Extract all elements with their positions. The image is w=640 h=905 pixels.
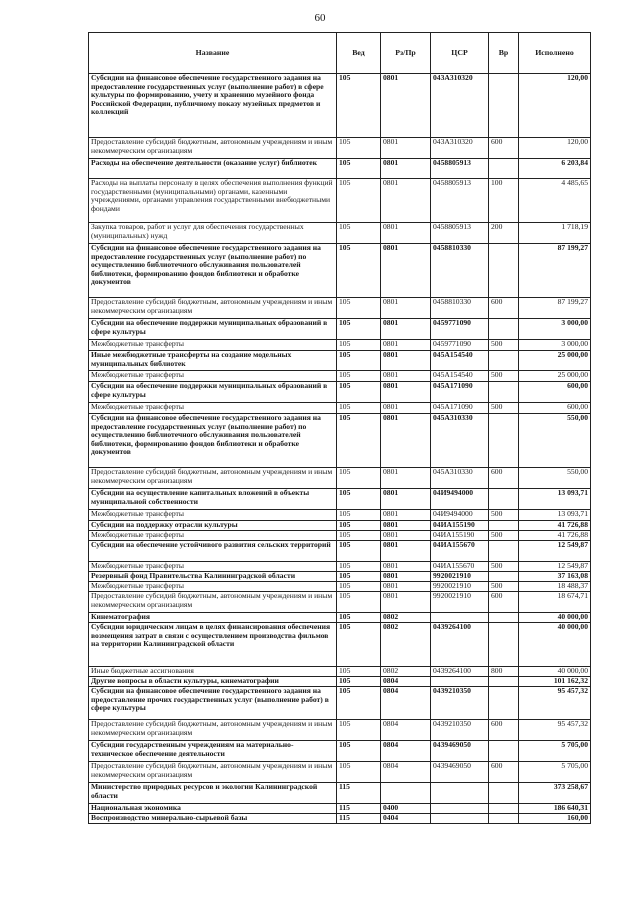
cell-executed: 87 199,27 bbox=[519, 298, 591, 319]
column-header-rz-pr: Рз/Пр bbox=[381, 33, 431, 74]
cell-ved: 105 bbox=[337, 582, 381, 592]
cell-executed: 95 457,32 bbox=[519, 720, 591, 741]
cell-csr: 04И9494000 bbox=[431, 489, 489, 510]
cell-rz-pr: 0801 bbox=[381, 244, 431, 298]
cell-name: Другие вопросы в области культуры, кинематографии bbox=[89, 677, 337, 687]
cell-rz-pr: 0400 bbox=[381, 804, 431, 814]
table-row bbox=[89, 382, 591, 403]
cell-rz-pr: 0801 bbox=[381, 582, 431, 592]
cell-executed: 4 485,65 bbox=[519, 179, 591, 223]
page-number: 60 bbox=[314, 12, 326, 24]
table-header-row bbox=[89, 33, 591, 74]
cell-csr: 04ИА155190 bbox=[431, 531, 489, 541]
cell-rz-pr: 0801 bbox=[381, 138, 431, 159]
cell-csr: 0439469050 bbox=[431, 741, 489, 762]
cell-ved: 105 bbox=[337, 382, 381, 403]
table-row bbox=[89, 510, 591, 521]
cell-name: Расходы на обеспечение деятельности (оказание услуг) библиотек bbox=[89, 159, 337, 179]
cell-rz-pr bbox=[381, 783, 431, 804]
cell-csr: 045А154540 bbox=[431, 351, 489, 371]
cell-vr bbox=[489, 319, 519, 340]
table-row bbox=[89, 814, 591, 824]
cell-name: Предоставление субсидий бюджетным, автономным учреждениям и иным некоммерческим организациям bbox=[89, 298, 337, 319]
table-row bbox=[89, 592, 591, 613]
cell-name: Субсидии на осуществление капитальных вложений в объекты муниципальной собственности bbox=[89, 489, 337, 510]
cell-ved: 115 bbox=[337, 783, 381, 804]
cell-executed: 41 726,88 bbox=[519, 531, 591, 541]
cell-vr: 500 bbox=[489, 340, 519, 351]
cell-rz-pr: 0801 bbox=[381, 298, 431, 319]
cell-vr bbox=[489, 677, 519, 687]
cell-executed: 120,00 bbox=[519, 138, 591, 159]
table-row bbox=[89, 319, 591, 340]
cell-executed: 600,00 bbox=[519, 382, 591, 403]
cell-vr bbox=[489, 687, 519, 720]
cell-name: Предоставление субсидий бюджетным, автономным учреждениям и иным некоммерческим организациям bbox=[89, 468, 337, 489]
cell-executed: 18 674,71 bbox=[519, 592, 591, 613]
cell-csr: 9920021910 bbox=[431, 592, 489, 613]
table-row bbox=[89, 298, 591, 319]
cell-csr: 0439264100 bbox=[431, 623, 489, 667]
cell-csr: 0459771090 bbox=[431, 319, 489, 340]
table-row bbox=[89, 667, 591, 677]
cell-name: Субсидии на обеспечение поддержки муниципальных образований в сфере культуры bbox=[89, 382, 337, 403]
cell-executed: 3 000,00 bbox=[519, 340, 591, 351]
cell-ved: 105 bbox=[337, 623, 381, 667]
cell-executed: 373 258,67 bbox=[519, 783, 591, 804]
cell-name: Межбюджетные трансферты bbox=[89, 531, 337, 541]
cell-rz-pr: 0801 bbox=[381, 382, 431, 403]
cell-executed: 40 000,00 bbox=[519, 623, 591, 667]
cell-vr bbox=[489, 414, 519, 468]
cell-vr bbox=[489, 741, 519, 762]
column-header-csr: ЦСР bbox=[431, 33, 489, 74]
cell-executed: 6 203,84 bbox=[519, 159, 591, 179]
table-row bbox=[89, 623, 591, 667]
cell-name: Межбюджетные трансферты bbox=[89, 340, 337, 351]
cell-vr bbox=[489, 572, 519, 582]
cell-name: Воспроизводство минерально-сырьевой базы bbox=[89, 814, 337, 824]
cell-csr: 045А154540 bbox=[431, 371, 489, 382]
cell-csr: 043А310320 bbox=[431, 138, 489, 159]
cell-vr: 500 bbox=[489, 531, 519, 541]
table-row bbox=[89, 720, 591, 741]
cell-name: Национальная экономика bbox=[89, 804, 337, 814]
cell-rz-pr: 0801 bbox=[381, 371, 431, 382]
cell-rz-pr: 0801 bbox=[381, 179, 431, 223]
cell-name: Межбюджетные трансферты bbox=[89, 562, 337, 572]
cell-executed: 41 726,88 bbox=[519, 521, 591, 531]
cell-csr: 0458805913 bbox=[431, 223, 489, 244]
cell-csr: 043А310320 bbox=[431, 74, 489, 138]
cell-rz-pr: 0802 bbox=[381, 667, 431, 677]
cell-name: Субсидии на обеспечение устойчивого развития сельских территорий bbox=[89, 541, 337, 562]
table-row bbox=[89, 613, 591, 623]
cell-rz-pr: 0801 bbox=[381, 468, 431, 489]
cell-csr bbox=[431, 783, 489, 804]
cell-rz-pr: 0804 bbox=[381, 687, 431, 720]
cell-ved: 105 bbox=[337, 613, 381, 623]
cell-name: Министерство природных ресурсов и экологии Калининградской области bbox=[89, 783, 337, 804]
cell-vr: 200 bbox=[489, 223, 519, 244]
cell-ved: 105 bbox=[337, 244, 381, 298]
table-row bbox=[89, 804, 591, 814]
cell-rz-pr: 0804 bbox=[381, 741, 431, 762]
cell-rz-pr: 0801 bbox=[381, 351, 431, 371]
cell-csr: 0439469050 bbox=[431, 762, 489, 783]
cell-ved: 105 bbox=[337, 414, 381, 468]
table-row bbox=[89, 74, 591, 138]
cell-ved: 105 bbox=[337, 572, 381, 582]
cell-name: Закупка товаров, работ и услуг для обеспечения государственных (муниципальных) нужд bbox=[89, 223, 337, 244]
table-row bbox=[89, 762, 591, 783]
cell-csr: 9920021910 bbox=[431, 582, 489, 592]
table-row bbox=[89, 572, 591, 582]
cell-ved: 105 bbox=[337, 521, 381, 531]
cell-executed: 40 000,00 bbox=[519, 667, 591, 677]
cell-name: Иные бюджетные ассигнования bbox=[89, 667, 337, 677]
cell-csr: 0439210350 bbox=[431, 720, 489, 741]
table-row bbox=[89, 741, 591, 762]
cell-vr bbox=[489, 244, 519, 298]
cell-executed: 550,00 bbox=[519, 468, 591, 489]
cell-rz-pr: 0801 bbox=[381, 541, 431, 562]
cell-vr bbox=[489, 783, 519, 804]
cell-csr: 0439264100 bbox=[431, 667, 489, 677]
cell-csr bbox=[431, 613, 489, 623]
cell-ved: 105 bbox=[337, 720, 381, 741]
cell-executed: 101 162,32 bbox=[519, 677, 591, 687]
cell-vr bbox=[489, 159, 519, 179]
cell-name: Субсидии на обеспечение поддержки муниципальных образований в сфере культуры bbox=[89, 319, 337, 340]
cell-ved: 115 bbox=[337, 814, 381, 824]
cell-executed: 13 093,71 bbox=[519, 489, 591, 510]
cell-vr bbox=[489, 521, 519, 531]
cell-name: Кинематография bbox=[89, 613, 337, 623]
table-row bbox=[89, 582, 591, 592]
cell-ved: 105 bbox=[337, 403, 381, 414]
cell-ved: 105 bbox=[337, 677, 381, 687]
cell-executed: 186 640,31 bbox=[519, 804, 591, 814]
cell-executed: 12 549,87 bbox=[519, 562, 591, 572]
cell-csr: 0459771090 bbox=[431, 340, 489, 351]
cell-ved: 105 bbox=[337, 489, 381, 510]
cell-rz-pr: 0804 bbox=[381, 677, 431, 687]
cell-executed: 160,00 bbox=[519, 814, 591, 824]
table-row bbox=[89, 159, 591, 179]
cell-rz-pr: 0801 bbox=[381, 414, 431, 468]
cell-rz-pr: 0802 bbox=[381, 613, 431, 623]
cell-executed: 18 488,37 bbox=[519, 582, 591, 592]
cell-name: Расходы на выплаты персоналу в целях обеспечения выполнения функций государственными (муниципальными) органами, казенными учреждениями, органами управления государственными внебюджетными фондами bbox=[89, 179, 337, 223]
cell-vr: 500 bbox=[489, 510, 519, 521]
cell-vr: 100 bbox=[489, 179, 519, 223]
table-row bbox=[89, 340, 591, 351]
cell-ved: 105 bbox=[337, 223, 381, 244]
cell-name: Межбюджетные трансферты bbox=[89, 371, 337, 382]
cell-csr: 045А310330 bbox=[431, 468, 489, 489]
column-header-name: Название bbox=[89, 33, 337, 74]
table-row bbox=[89, 179, 591, 223]
cell-rz-pr: 0804 bbox=[381, 762, 431, 783]
cell-vr bbox=[489, 804, 519, 814]
table-row bbox=[89, 541, 591, 562]
cell-rz-pr: 0801 bbox=[381, 572, 431, 582]
cell-csr: 045А171090 bbox=[431, 382, 489, 403]
cell-vr: 600 bbox=[489, 138, 519, 159]
cell-vr bbox=[489, 814, 519, 824]
table-row bbox=[89, 531, 591, 541]
cell-executed: 3 000,00 bbox=[519, 319, 591, 340]
cell-ved: 105 bbox=[337, 179, 381, 223]
cell-vr: 500 bbox=[489, 371, 519, 382]
cell-ved: 105 bbox=[337, 541, 381, 562]
cell-executed: 600,00 bbox=[519, 403, 591, 414]
cell-csr: 0458810330 bbox=[431, 244, 489, 298]
cell-csr: 0458810330 bbox=[431, 298, 489, 319]
cell-csr: 04И9494000 bbox=[431, 510, 489, 521]
table-row bbox=[89, 468, 591, 489]
cell-name: Субсидии на финансовое обеспечение государственного задания на предоставление государственных услуг (выполнение работ) в сфере культуры по формированию, учету и хранению музейного фонда Российской Федерации, публичному показу музейных предметов и коллекций bbox=[89, 74, 337, 138]
table-row bbox=[89, 351, 591, 371]
cell-rz-pr: 0801 bbox=[381, 319, 431, 340]
cell-name: Межбюджетные трансферты bbox=[89, 403, 337, 414]
cell-csr: 0458805913 bbox=[431, 159, 489, 179]
cell-ved: 105 bbox=[337, 687, 381, 720]
table-row bbox=[89, 677, 591, 687]
cell-name: Предоставление субсидий бюджетным, автономным учреждениям и иным некоммерческим организациям bbox=[89, 720, 337, 741]
cell-csr: 04ИА155670 bbox=[431, 562, 489, 572]
cell-ved: 105 bbox=[337, 340, 381, 351]
cell-rz-pr: 0801 bbox=[381, 159, 431, 179]
cell-vr bbox=[489, 623, 519, 667]
cell-name: Иные межбюджетные трансферты на создание модельных муниципальных библиотек bbox=[89, 351, 337, 371]
cell-rz-pr: 0801 bbox=[381, 521, 431, 531]
cell-name: Предоставление субсидий бюджетным, автономным учреждениям и иным некоммерческим организациям bbox=[89, 592, 337, 613]
cell-vr bbox=[489, 351, 519, 371]
cell-executed: 25 000,00 bbox=[519, 371, 591, 382]
cell-vr: 600 bbox=[489, 720, 519, 741]
column-header-executed: Исполнено bbox=[519, 33, 591, 74]
cell-executed: 40 000,00 bbox=[519, 613, 591, 623]
cell-executed: 95 457,32 bbox=[519, 687, 591, 720]
cell-vr: 500 bbox=[489, 562, 519, 572]
table-row bbox=[89, 244, 591, 298]
cell-rz-pr: 0801 bbox=[381, 340, 431, 351]
cell-executed: 87 199,27 bbox=[519, 244, 591, 298]
cell-name: Субсидии на финансовое обеспечение государственного задания на предоставление прочих государственных услуг (выполнение работ) в сфере культуры bbox=[89, 687, 337, 720]
cell-executed: 5 705,00 bbox=[519, 762, 591, 783]
cell-vr: 600 bbox=[489, 298, 519, 319]
table-row bbox=[89, 403, 591, 414]
cell-ved: 105 bbox=[337, 531, 381, 541]
cell-ved: 105 bbox=[337, 319, 381, 340]
cell-ved: 105 bbox=[337, 762, 381, 783]
cell-csr bbox=[431, 804, 489, 814]
cell-vr bbox=[489, 382, 519, 403]
cell-executed: 5 705,00 bbox=[519, 741, 591, 762]
cell-rz-pr: 0802 bbox=[381, 623, 431, 667]
column-header-ved: Вед bbox=[337, 33, 381, 74]
cell-ved: 105 bbox=[337, 468, 381, 489]
table-row bbox=[89, 414, 591, 468]
cell-executed: 13 093,71 bbox=[519, 510, 591, 521]
cell-rz-pr: 0801 bbox=[381, 562, 431, 572]
cell-vr bbox=[489, 74, 519, 138]
cell-ved: 105 bbox=[337, 741, 381, 762]
cell-executed: 12 549,87 bbox=[519, 541, 591, 562]
cell-name: Субсидии юридическим лицам в целях финансирования обеспечения возмещения затрат в связи с осуществлением производства фильмов на территории Калининградской области bbox=[89, 623, 337, 667]
cell-executed: 550,00 bbox=[519, 414, 591, 468]
cell-vr: 800 bbox=[489, 667, 519, 677]
table-row bbox=[89, 489, 591, 510]
cell-csr: 9920021910 bbox=[431, 572, 489, 582]
table-row bbox=[89, 562, 591, 572]
cell-name: Межбюджетные трансферты bbox=[89, 510, 337, 521]
cell-csr: 045А310330 bbox=[431, 414, 489, 468]
cell-vr bbox=[489, 613, 519, 623]
cell-name: Резервный фонд Правительства Калининградской области bbox=[89, 572, 337, 582]
cell-rz-pr: 0804 bbox=[381, 720, 431, 741]
cell-rz-pr: 0801 bbox=[381, 403, 431, 414]
cell-csr bbox=[431, 814, 489, 824]
cell-rz-pr: 0801 bbox=[381, 531, 431, 541]
cell-rz-pr: 0801 bbox=[381, 592, 431, 613]
cell-name: Межбюджетные трансферты bbox=[89, 582, 337, 592]
cell-name: Субсидии на поддержку отрасли культуры bbox=[89, 521, 337, 531]
cell-vr: 600 bbox=[489, 592, 519, 613]
cell-ved: 105 bbox=[337, 159, 381, 179]
cell-ved: 115 bbox=[337, 804, 381, 814]
cell-csr: 0439210350 bbox=[431, 687, 489, 720]
table-row bbox=[89, 783, 591, 804]
cell-csr: 04ИА155670 bbox=[431, 541, 489, 562]
cell-rz-pr: 0404 bbox=[381, 814, 431, 824]
cell-name: Субсидии на финансовое обеспечение государственного задания на предоставление государственных услуг (выполнение работ) по осуществлению библиотечного обслуживания пользователей библиотеки, формированию фондов библиотеки и обработке документов bbox=[89, 244, 337, 298]
cell-vr: 600 bbox=[489, 762, 519, 783]
table-row bbox=[89, 687, 591, 720]
cell-executed: 1 718,19 bbox=[519, 223, 591, 244]
cell-vr bbox=[489, 489, 519, 510]
budget-execution-table bbox=[88, 32, 591, 824]
cell-ved: 105 bbox=[337, 510, 381, 521]
cell-name: Предоставление субсидий бюджетным, автономным учреждениям и иным некоммерческим организациям bbox=[89, 138, 337, 159]
cell-executed: 25 000,00 bbox=[519, 351, 591, 371]
cell-csr: 04ИА155190 bbox=[431, 521, 489, 531]
cell-ved: 105 bbox=[337, 351, 381, 371]
cell-vr: 500 bbox=[489, 403, 519, 414]
cell-name: Предоставление субсидий бюджетным, автономным учреждениям и иным некоммерческим организациям bbox=[89, 762, 337, 783]
cell-ved: 105 bbox=[337, 562, 381, 572]
cell-vr bbox=[489, 541, 519, 562]
table-row bbox=[89, 371, 591, 382]
table-row bbox=[89, 521, 591, 531]
cell-vr: 500 bbox=[489, 582, 519, 592]
cell-name: Субсидии государственным учреждениям на материально-техническое обеспечение деятельности bbox=[89, 741, 337, 762]
cell-rz-pr: 0801 bbox=[381, 489, 431, 510]
cell-ved: 105 bbox=[337, 667, 381, 677]
cell-rz-pr: 0801 bbox=[381, 74, 431, 138]
cell-executed: 37 163,08 bbox=[519, 572, 591, 582]
cell-csr: 0458805913 bbox=[431, 179, 489, 223]
cell-csr: 045А171090 bbox=[431, 403, 489, 414]
cell-csr bbox=[431, 677, 489, 687]
cell-ved: 105 bbox=[337, 298, 381, 319]
cell-vr: 600 bbox=[489, 468, 519, 489]
cell-rz-pr: 0801 bbox=[381, 223, 431, 244]
cell-ved: 105 bbox=[337, 371, 381, 382]
cell-ved: 105 bbox=[337, 74, 381, 138]
cell-rz-pr: 0801 bbox=[381, 510, 431, 521]
cell-ved: 105 bbox=[337, 592, 381, 613]
table-row bbox=[89, 223, 591, 244]
column-header-vr: Вр bbox=[489, 33, 519, 74]
cell-executed: 120,00 bbox=[519, 74, 591, 138]
cell-name: Субсидии на финансовое обеспечение государственного задания на предоставление государственных услуг (выполнение работ) по осуществлению библиотечного обслуживания пользователей библиотеки, формированию фондов библиотеки и обработке документов bbox=[89, 414, 337, 468]
cell-ved: 105 bbox=[337, 138, 381, 159]
table-row bbox=[89, 138, 591, 159]
